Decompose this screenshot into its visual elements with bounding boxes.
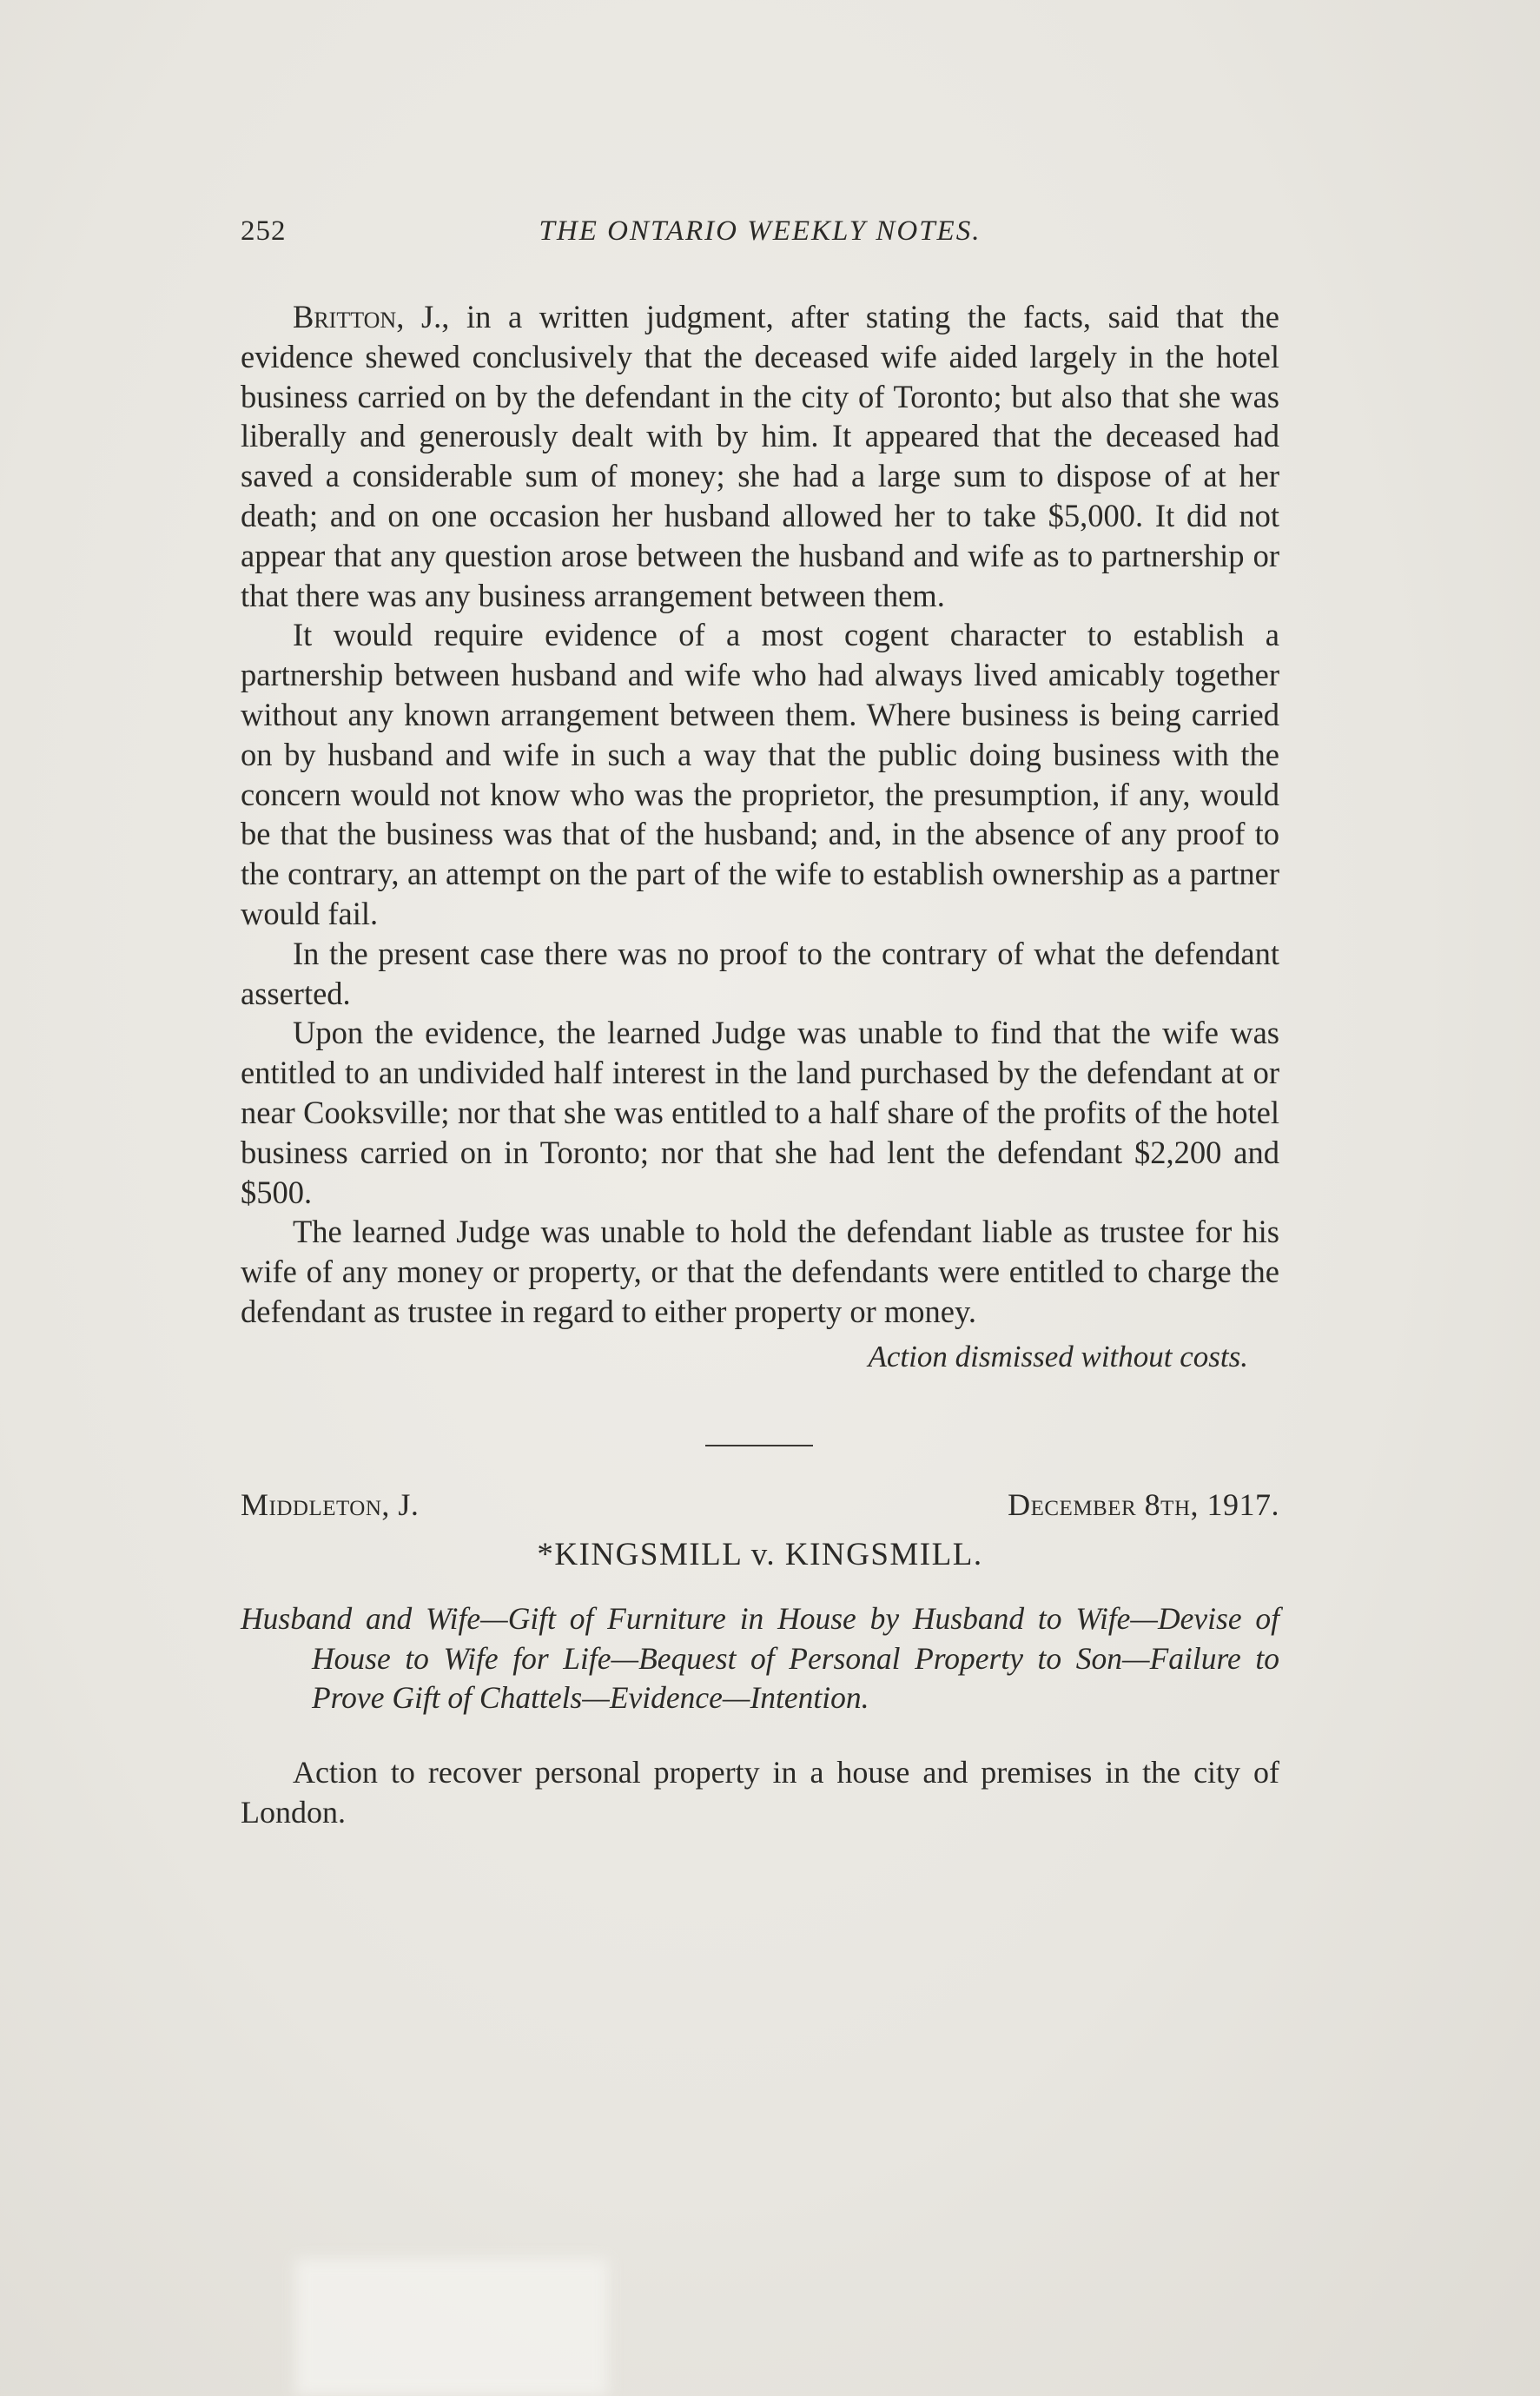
running-head	[241, 215, 1279, 268]
text-column	[241, 215, 1279, 1864]
judgment-paragraph-2: It would require evidence of a most cogent character to establish a partnership between husband and wife who had always lived amicably together without any known arrangement between them. Where business is being carried on by husband and wife in such a way that the public doing business with the concern would not know who was the proprietor, the presumption, if any, would be that the business was that of the husband; and, in the absence of any proof to the contrary, an attempt on the part of the wife to establish ownership as a partner would fail.	[241, 617, 1279, 931]
journal-title: THE ONTARIO WEEKLY NOTES.	[539, 215, 982, 247]
case-headnote: Husband and Wife—Gift of Furniture in House by Husband to Wife—Devise of House to Wife for Life—Bequest of Personal Property to Son—Failure to Prove Gift of Chattels—Evidence—Intention.	[241, 1600, 1279, 1716]
judgment-paragraph-5: The learned Judge was unable to hold the defendant liable as trustee for his wife of any money or property, or that the defendants were entitled to charge the defendant as trustee in regard to either property or money.	[241, 1214, 1279, 1329]
page-number: 252	[241, 215, 287, 247]
judgment-paragraph-1-text: , J., in a written judgment, after stating the facts, said that the evidence shewed conclusively that the deceased wife aided largely in the hotel business carried on by the defendant in the city of Toronto; but also that she was liberally and generously dealt with by him. It appeared that the deceased had saved a considerable sum of money; she had a large sum to dispose of at her death; and on one occasion her husband allowed her to take $5,000. It did not appear that any question arose between the husband and wife as to partnership or that there was any business arrangement between them.	[241, 299, 1279, 613]
case-judge: Middleton, J.	[241, 1486, 420, 1522]
paper-blemish	[295, 2259, 608, 2396]
judge-name: Britton	[293, 299, 397, 334]
case-date: December 8th, 1917.	[1008, 1486, 1279, 1522]
judgment-paragraph-3: In the present case there was no proof to the contrary of what the defendant asserted.	[241, 935, 1279, 1011]
case-title: *KINGSMILL v. KINGSMILL.	[537, 1536, 983, 1572]
judgment-result: Action dismissed without costs.	[868, 1339, 1248, 1373]
judgment-paragraph-1	[241, 297, 1279, 615]
judgment-paragraph-4: Upon the evidence, the learned Judge was unable to find that the wife was entitled to an undivided half interest in the land purchased by the defendant at or near Cooksville; nor that she was entitled to a half share of the profits of the hotel business carried on in Toronto; nor that she had lent the defendant $2,200 and $500.	[241, 1015, 1279, 1210]
section-divider	[705, 1445, 813, 1446]
judgment-body	[241, 297, 1279, 1377]
case-header	[241, 1486, 1279, 1526]
case-opening-paragraph: Action to recover personal property in a house and premises in the city of London.	[241, 1755, 1279, 1830]
